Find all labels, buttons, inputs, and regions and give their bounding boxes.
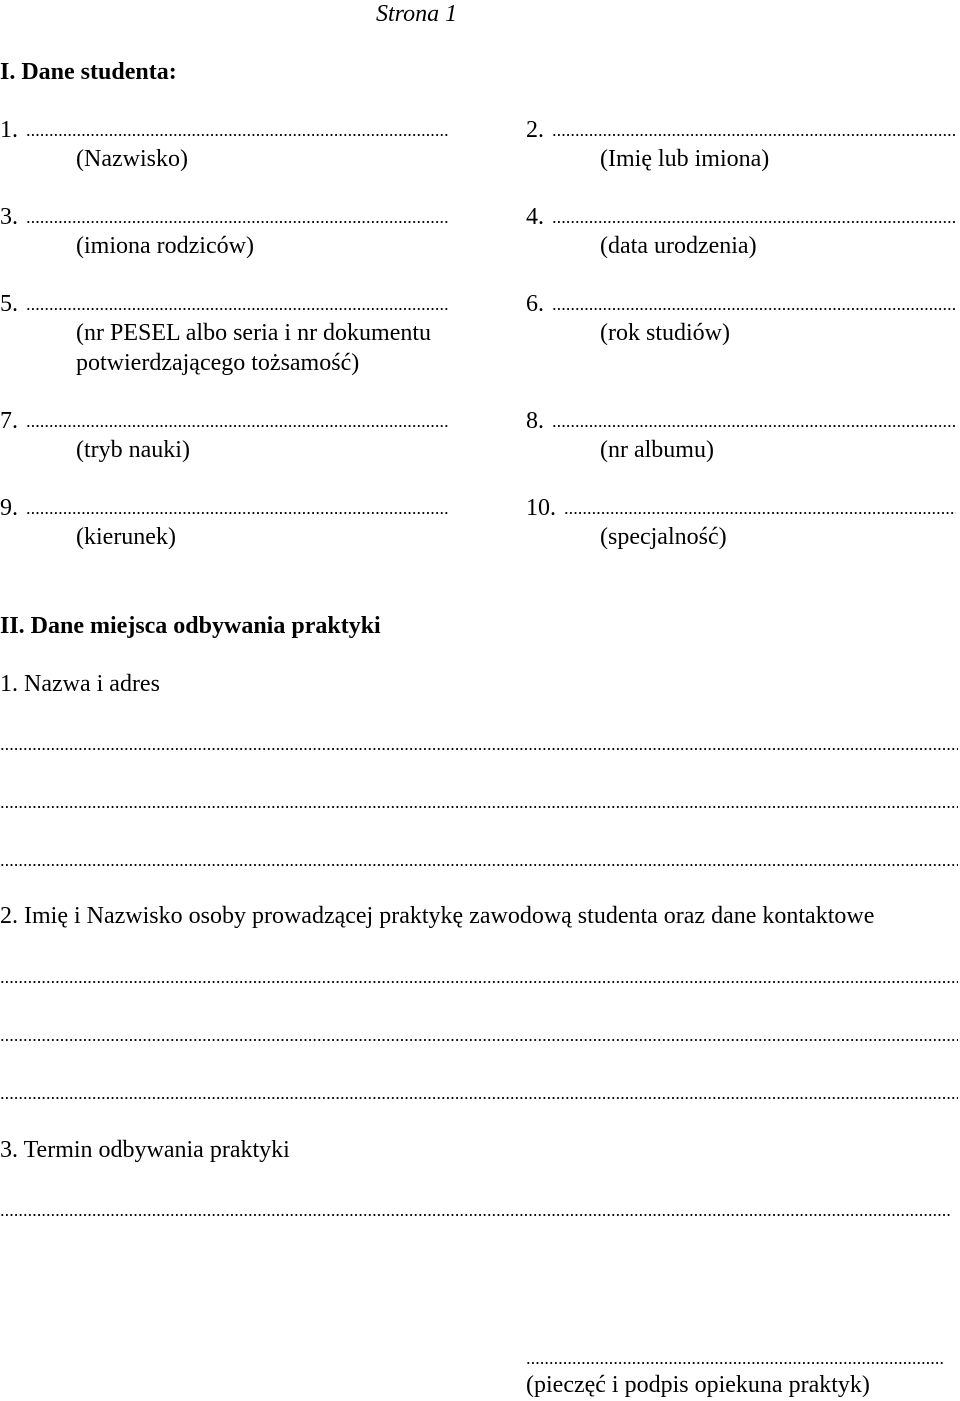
field-4-label: (data urodzenia) [600,233,757,259]
field-9-number: 9. [0,495,18,521]
field-1-number: 1. [0,117,18,143]
field-7-label: (tryb nauki) [76,437,190,463]
field-7-number: 7. [0,408,18,434]
supervisor-line-2[interactable] [0,1038,958,1042]
field-10-label: (specjalność) [600,524,727,550]
field-10-number: 10. [526,495,556,521]
field-1-label: (Nazwisko) [76,146,188,172]
section-1-title: I. Dane studenta: [0,59,177,85]
field-5-label: (nr PESEL albo seria i nr dokumentu [76,320,432,346]
field-8-number: 8. [526,408,544,434]
field-4-line[interactable] [552,220,956,224]
question-1-label: 1. Nazwa i adres [0,671,160,697]
field-9-line[interactable] [26,511,450,515]
section-2-title: II. Dane miejsca odbywania praktyki [0,613,381,639]
page-number: Strona 1 [376,1,458,27]
field-8-label: (nr albumu) [600,437,714,463]
address-line-2[interactable] [0,805,958,809]
field-5-label-line2: potwierdzającego tożsamość) [76,350,360,376]
signature-label: (pieczęć i podpis opiekuna praktyk) [526,1372,870,1398]
field-10-line[interactable] [564,511,956,515]
field-7-line[interactable] [26,424,450,428]
field-9-label: (kierunek) [76,524,176,550]
question-2-label: 2. Imię i Nazwisko osoby prowadzącej praktykę zawodową studenta oraz dane kontaktowe [0,903,875,929]
field-6-number: 6. [526,291,544,317]
field-3-number: 3. [0,204,18,230]
field-5-number: 5. [0,291,18,317]
field-6-label: (rok studiów) [600,320,730,346]
field-4-number: 4. [526,204,544,230]
supervisor-line-3[interactable] [0,1096,958,1100]
supervisor-line-1[interactable] [0,980,958,984]
question-3-label: 3. Termin odbywania praktyki [0,1137,290,1163]
field-5-line[interactable] [26,307,450,311]
term-line[interactable] [0,1213,952,1217]
field-8-line[interactable] [552,424,956,428]
field-2-line[interactable] [552,133,956,137]
signature-line[interactable] [526,1361,944,1365]
field-2-number: 2. [526,117,544,143]
address-line-1[interactable] [0,747,958,751]
field-3-label: (imiona rodziców) [76,233,254,259]
field-6-line[interactable] [552,307,956,311]
field-3-line[interactable] [26,220,450,224]
field-1-line[interactable] [26,133,450,137]
address-line-3[interactable] [0,863,958,867]
field-2-label: (Imię lub imiona) [600,146,770,172]
